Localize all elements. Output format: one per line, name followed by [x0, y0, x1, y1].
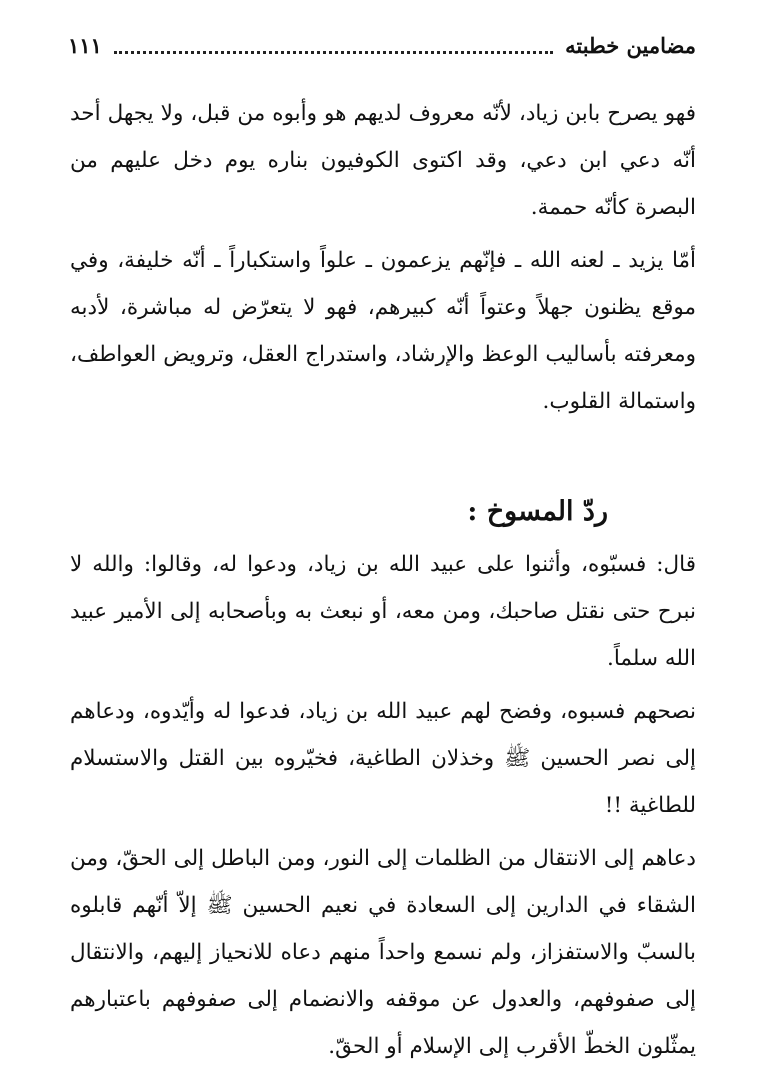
paragraph: قال: فسبّوه، وأثنوا على عبيد الله بن زياد، ودعوا له، وقالوا: والله لا نبرح حتى نقتل صاحبك، ومن معه، أو نبعث به وبأصحابه إلى الأمير عبيد الله سلماً. [70, 552, 696, 671]
page-body [70, 90, 696, 1074]
paragraph: دعاهم إلى الانتقال من الظلمات إلى النور، ومن الباطل إلى الحقّ، ومن الشقاء في الدارين إلى السعادة في نعيم الحسين ﷺ إلاّ أنّهم قابلوه بالسبّ والاستفزاز، ولم نسمع واحداً منهم دعاه للانحياز إليهم، والانتقال إلى صفوفهم، والعدول عن موقفه والانضمام إلى صفوفهم باعتبارهم يمثّلون الخطّ الأقرب إلى الإسلام أو الحقّ. [70, 846, 696, 1059]
paragraph: أمّا يزيد ـ لعنه الله ـ فإنّهم يزعمون ـ علواً واستكباراً ـ أنّه خليفة، وفي موقع يظنون جهلاً وعتواً أنّه كبيرهم، فهو لا يتعرّض له مباشرة، لأدبه ومعرفته بأساليب الوعظ والإرشاد، واستدراج العقل، وترويض العواطف، واستمالة القلوب. [70, 248, 696, 414]
chapter-title: مضامين خطبته [565, 32, 696, 58]
paragraph: فهو يصرح بابن زياد، لأنّه معروف لديهم هو وأبوه من قبل، ولا يجهل أحد أنّه دعي ابن دعي، وقد اكتوى الكوفيون بناره يوم دخل عليهم من البصرة كأنّه حممة. [70, 101, 696, 220]
dotted-leader [114, 37, 553, 54]
paragraph: نصحهم فسبوه، وفضح لهم عبيد الله بن زياد، فدعوا له وأيّدوه، ودعاهم إلى نصر الحسين ﷺ وخذلان الطاغية، فخيّروه بين القتل والاستسلام للطاغية !! [70, 699, 696, 818]
page-number: ١١١ [68, 32, 102, 58]
section-heading: ردّ المسوخ : [467, 496, 608, 527]
running-header [68, 30, 696, 60]
